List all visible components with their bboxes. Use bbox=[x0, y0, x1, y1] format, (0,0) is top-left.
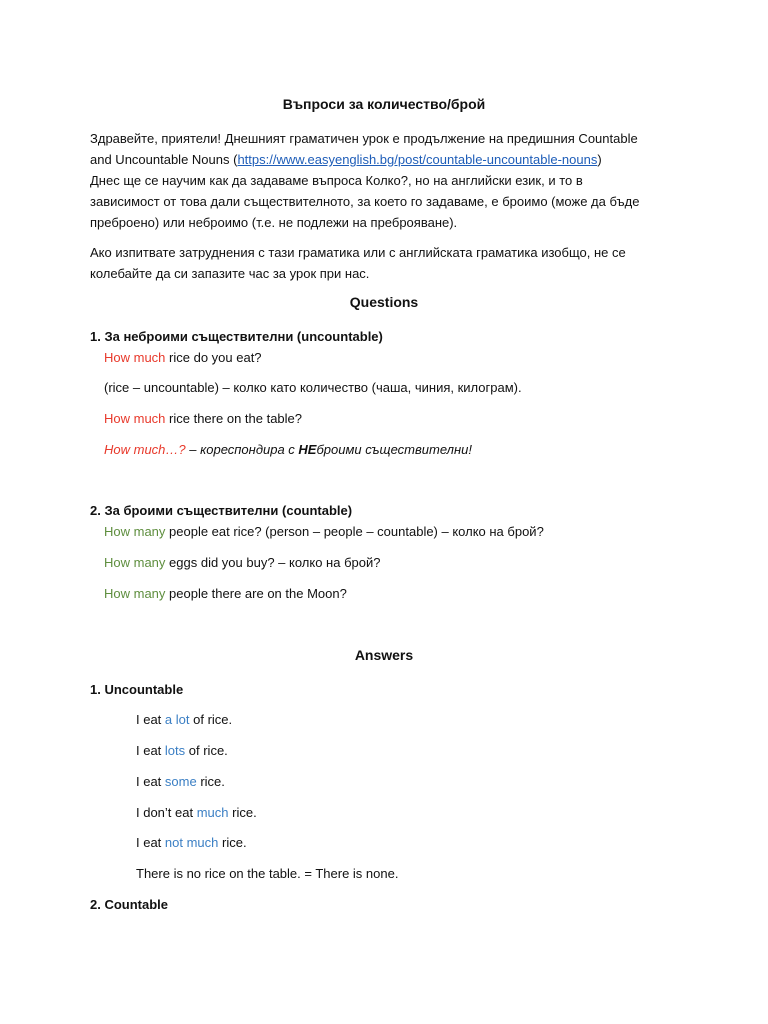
answer-line: I eat a lot of rice. bbox=[136, 712, 233, 727]
intro-line: преброено) или неброимо (т.е. не подлежи на преброяване). bbox=[90, 215, 458, 230]
answer-line: There is no rice on the table. = There is none. bbox=[136, 866, 399, 881]
intro-line: and Uncountable Nouns (https://www.easyenglish.bg/post/countable-uncountable-nouns) bbox=[90, 152, 602, 167]
answer-line: I eat not much rice. bbox=[136, 835, 247, 850]
answers-countable-heading: 2. Countable bbox=[90, 897, 169, 912]
countable-section-heading: 2. За броими съществителни (countable) bbox=[90, 503, 353, 518]
note-line: колебайте да си запазите час за урок при нас. bbox=[90, 266, 370, 281]
note-line: Ако изпитвате затруднения с тази граматика или с английската граматика изобщо, не се bbox=[90, 245, 626, 260]
answers-heading: Answers bbox=[354, 647, 414, 663]
intro-line: Днес ще се научим как да задаваме въпроса Колко?, но на английски език, и то в bbox=[90, 173, 583, 188]
question-line: How many people there are on the Moon? bbox=[104, 586, 347, 601]
much-rule-line: How much…? – кореспондира с НЕброими съществителни! bbox=[104, 442, 472, 457]
questions-heading: Questions bbox=[349, 294, 419, 310]
question-line: How many people eat rice? (person – people – countable) – колко на брой? bbox=[104, 524, 544, 539]
answer-line: I don’t eat much rice. bbox=[136, 805, 257, 820]
intro-line: Здравейте, приятели! Днешният граматичен урок е продължение на предишния Countable bbox=[90, 131, 638, 146]
page-title: Въпроси за количество/брой bbox=[282, 96, 486, 112]
question-line: How much rice there on the table? bbox=[104, 411, 303, 426]
question-note: (rice – uncountable) – колко като количество (чаша, чиния, килограм). bbox=[104, 380, 522, 395]
answer-line: I eat lots of rice. bbox=[136, 743, 228, 758]
answer-line: I eat some rice. bbox=[136, 774, 225, 789]
question-line: How many eggs did you buy? – колко на брой? bbox=[104, 555, 381, 570]
countable-uncountable-link[interactable]: https://www.easyenglish.bg/post/countable-uncountable-nouns bbox=[237, 152, 598, 167]
question-line: How much rice do you eat? bbox=[104, 350, 262, 365]
answers-uncountable-heading: 1. Uncountable bbox=[90, 682, 184, 697]
uncountable-section-heading: 1. За неброими съществителни (uncountable) bbox=[90, 329, 383, 344]
intro-line: зависимост от това дали съществителното, за което го задаваме, е броимо (може да бъде bbox=[90, 194, 640, 209]
